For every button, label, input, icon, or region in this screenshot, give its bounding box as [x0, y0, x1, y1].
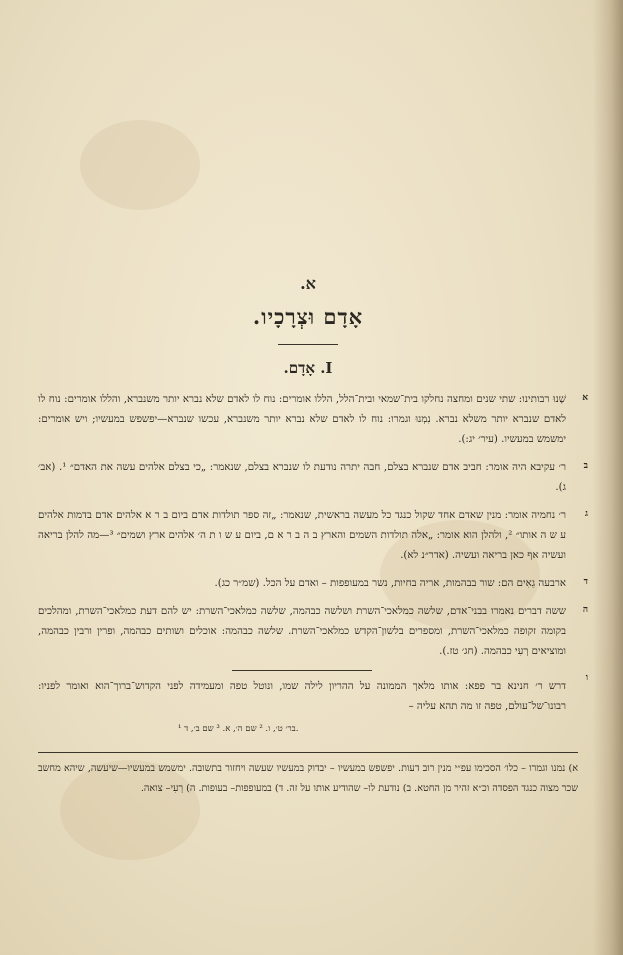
paragraph-text: שָׁנוּ רבותינו: שתי שנים ומחצה נחלקו בית־שמאי ובית־הלל, הללו אומרים: נוח לו לאדם שלא נברא יותר משנברא, והללו אומרים: נוח לו לאדם שנברא יותר משלא נברא. נִמְנוּ וגמרו: נוח לו לאדם שלא נברא יותר משנברא, עכשו שנברא—יפשפש במעשיו; ויש אומרים: ימשמש במעשיו. (עיר׳ יג:).: [38, 394, 566, 445]
paragraph: [38, 506, 588, 566]
title-divider: [278, 344, 338, 345]
footnote-references: ¹ בר׳ ט׳, ו. ² שם ה׳, א. ³ שם ב׳, ד.: [178, 724, 299, 734]
paragraph-marker: ג: [585, 509, 588, 519]
paragraph-text: ר׳ נחמיה אומר: מנין שאדם אחד שקול כנגד כל מעשה בראשית, שנאמר: „זה ספר תולדות אדם ביום ב ר א אלהים אדם בדמות אלהים ע ש ה אותו״ ², ולהלן הוא אומר: „אלה תולדות השמים והארץ ב ה ב ר א ם, ביום ע ש ו ת ה׳ אלהים ארץ ושמים״ ³—מה להלן בריאה ועשיה אף כאן בריאה ועשיה. (אדר״נ לא).: [38, 510, 566, 561]
notes-divider: [38, 752, 578, 753]
paragraph-marker: א: [582, 393, 588, 403]
paragraph-text: ארבעה גֵאִים הם: שור בבהמות, אריה בחיות, נשר במעופפות – ואדם על הכל. (שמ״ר כג).: [214, 578, 566, 589]
paragraph-marker: ה: [582, 605, 588, 615]
paragraph: [38, 670, 588, 717]
paragraph: [38, 458, 588, 498]
paragraph-marker: ד: [583, 577, 588, 587]
paragraph-marker: ב: [583, 461, 588, 471]
paper-stain: [80, 120, 200, 210]
explanatory-notes: א) נמנו וגמרו – כלו׳ הסכימו עפ״י מנין רוב דעות. יפשפש במעשיו – יבדוק במעשיו שעשה ויחזור בתשובה. ימשמש במעשיו—שיעשה, שיהא מחשב שכר מצוה כנגד הפסדה וכ״א זהיר מן החטא. ב) נודעת לו– שהודיע אותו על זה. ד) במעופפות– בעופות. ה) רְעִי– צואה.: [38, 763, 578, 794]
chapter-title: אָדָם וּצְרָכָיו.: [252, 304, 364, 329]
paragraph-marker: ו: [585, 673, 588, 683]
inner-divider: [232, 670, 372, 671]
chapter-number: א.: [300, 274, 316, 293]
paragraph-text: ר׳ עקיבא היה אומר: חביב אדם שנברא בצלם, חבה יתרה נודעת לו שנברא בצלם, שנאמר: „כי בצלם אלהים עשה את האדם״ ¹. (אב׳ ג).: [38, 462, 567, 493]
paragraph: [38, 602, 588, 662]
paragraph-text: דרש ר׳ חנינא בר פפא: אותו מלאך הממונה על ההריון לילה שמו, ונוטל טפה ומעמידה לפני הקדוש־ברוך־הוא ואומר לפניו: רבונו־של־עולם, טפה זו מה תהא עליה –: [38, 681, 566, 712]
paragraph: [38, 390, 588, 450]
paragraph-text: ששה דברים נאמרו בבני־אדם, שלשה כמלאכי־השרת ושלשה כבהמה, שלשה כמלאכי־השרת: יש להם דעת כמלאכי־השרת, ומהלכים בקומה זקופה כמלאכי־השרת, ומספרים בלשון־הקדש כמלאכי־השרת. שלשה כבהמה: אוכלים ושותים כבהמה, ופרין ורבין כבהמה, ומוציאים רְעִי כבהמה. (חג׳ טז.).: [38, 606, 566, 657]
paragraph: [38, 574, 588, 594]
section-title: I. אָדָם.: [283, 359, 333, 377]
page-gutter: [593, 0, 623, 955]
page-content: [38, 270, 588, 799]
